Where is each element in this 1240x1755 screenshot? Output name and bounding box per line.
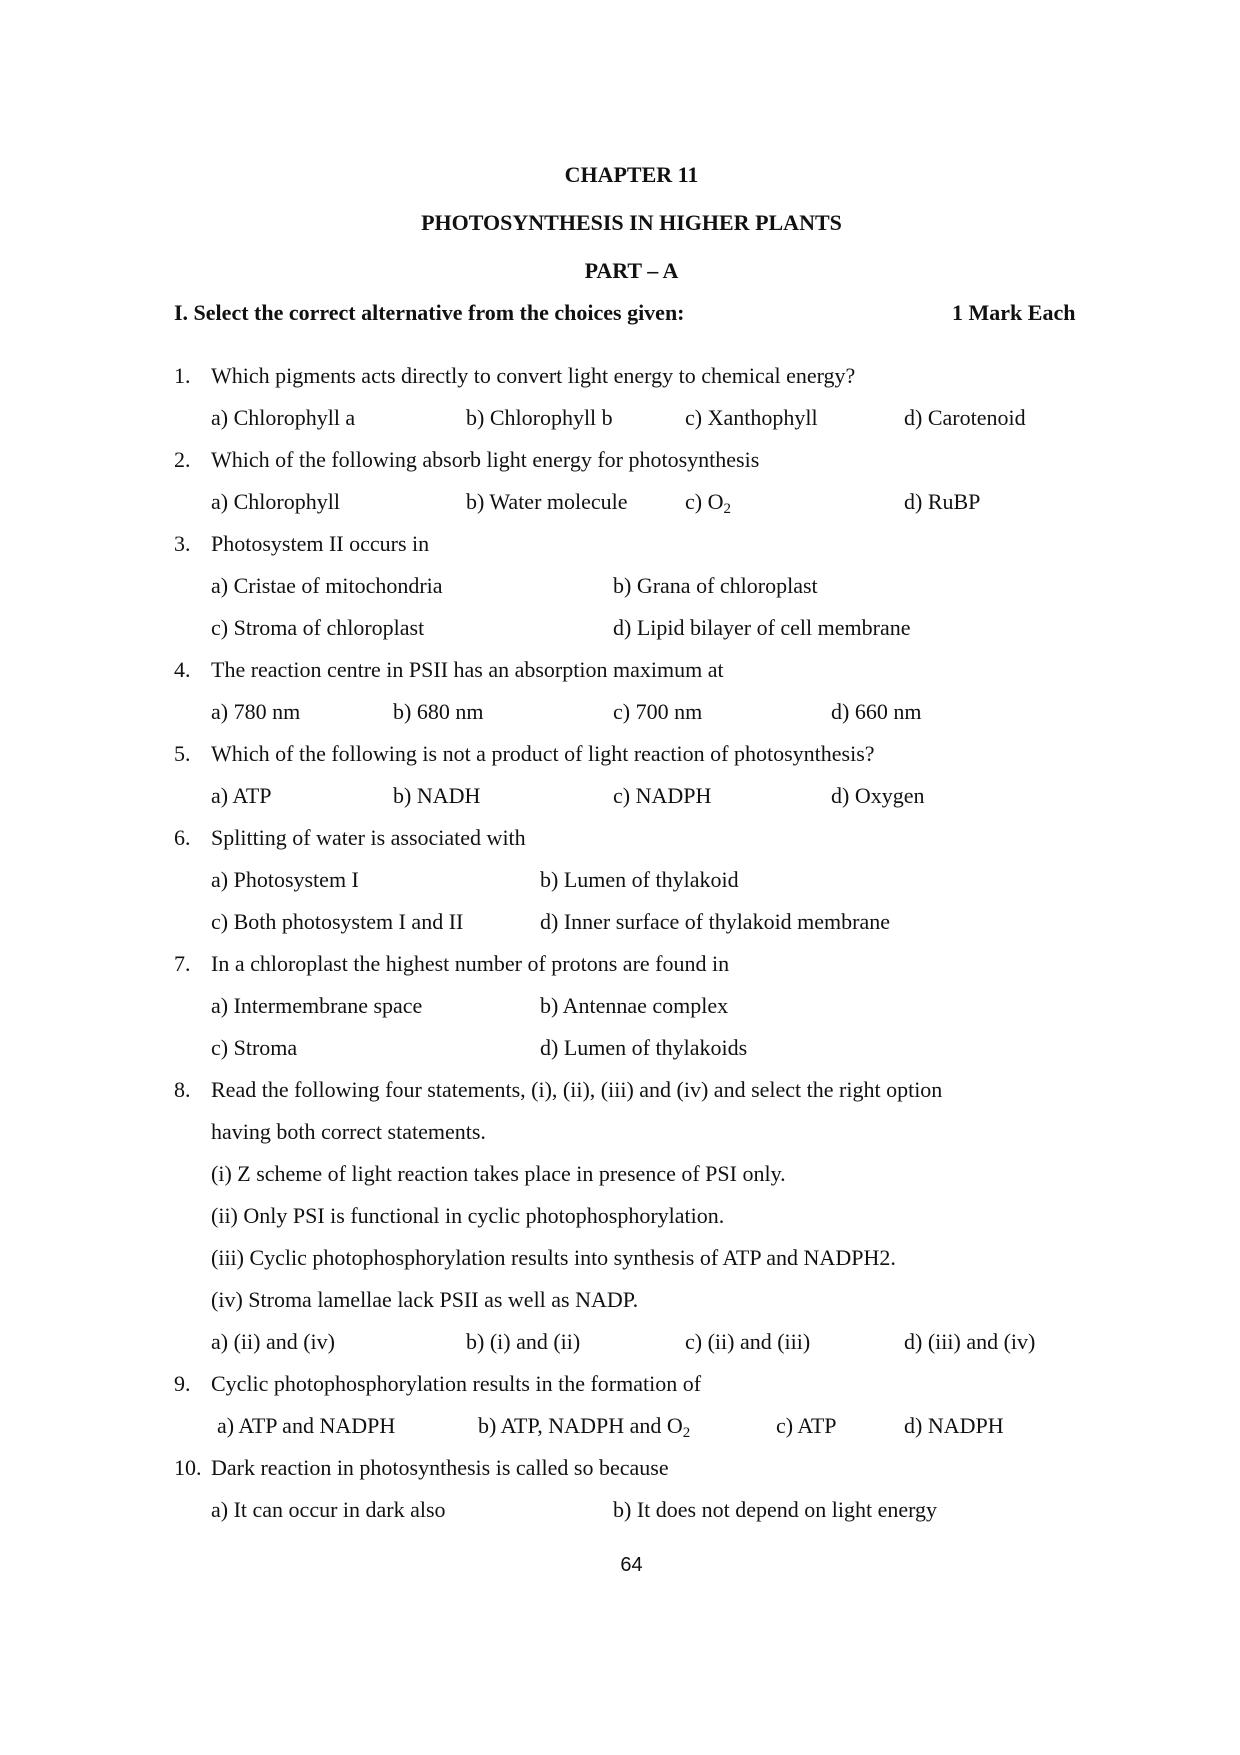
question-text: Photosystem II occurs in <box>211 531 430 556</box>
question-text: Which of the following is not a product of light reaction of photosynthesis? <box>211 741 875 766</box>
question-text: In a chloroplast the highest number of protons are found in <box>211 951 730 976</box>
question-text: Cyclic photophosphorylation results in the formation of <box>211 1371 702 1396</box>
question-number: 6. <box>174 825 191 850</box>
subscript: 2 <box>723 501 731 517</box>
option-b: b) Antennae complex <box>540 993 729 1018</box>
page-number: 64 <box>620 1554 643 1576</box>
option-c: c) 700 nm <box>613 699 703 724</box>
option-b: b) (i) and (ii) <box>466 1329 581 1354</box>
option-d: d) Lumen of thylakoids <box>540 1035 748 1060</box>
question-number: 3. <box>174 531 191 556</box>
option-c: c) Stroma <box>211 1035 298 1060</box>
option-d: d) 660 nm <box>831 699 922 724</box>
option-c: c) $O_2$ <box>685 489 731 517</box>
question-number: 10. <box>174 1455 202 1480</box>
option-d: d) Oxygen <box>831 783 925 808</box>
question-number: 8. <box>174 1077 191 1102</box>
subscript: 2 <box>682 1425 691 1441</box>
question-number: 4. <box>174 657 191 682</box>
section-marks: 1 Mark Each <box>952 300 1076 325</box>
option-c: c) Xanthophyll <box>685 405 818 430</box>
option-b: b) It does not depend on light energy <box>613 1497 938 1522</box>
option-d: d) (iii) and (iv) <box>904 1329 1036 1354</box>
question-text: Dark reaction in photosynthesis is called so because <box>211 1455 669 1480</box>
option-a: a) Cristae of mitochondria <box>211 573 443 598</box>
question-text: Which pigments acts directly to convert light energy to chemical energy? <box>211 363 856 388</box>
statement-i: (i) Z scheme of light reaction takes place in presence of PSI only. <box>211 1161 786 1186</box>
question-text: Which of the following absorb light energy for photosynthesis <box>211 447 760 472</box>
option-d: d) Lipid bilayer of cell membrane <box>613 615 911 640</box>
option-a: a) Chlorophyll <box>211 489 340 514</box>
option-a: a) (ii) and (iv) <box>211 1329 335 1354</box>
question-text: The reaction centre in PSII has an absorption maximum at <box>211 657 724 682</box>
question-number: 9. <box>174 1371 191 1396</box>
option-c: c) NADPH <box>613 783 712 808</box>
option-a: a) Chlorophyll a <box>211 405 356 430</box>
chapter-title: PHOTOSYNTHESIS IN HIGHER PLANTS <box>421 210 842 235</box>
part-heading: PART – A <box>584 258 679 283</box>
section-instruction: I. Select the correct alternative from the choices given: <box>174 300 685 325</box>
option-b: b) Water molecule <box>466 489 628 514</box>
option-a: a) It can occur in dark also <box>211 1497 446 1522</box>
option-d: d) NADPH <box>904 1413 1004 1438</box>
question-number: 2. <box>174 447 191 472</box>
option-b: b) NADH <box>393 783 481 808</box>
option-d: d) Carotenoid <box>904 405 1026 430</box>
statement-ii: (ii) Only PSI is functional in cyclic photophosphorylation. <box>211 1203 725 1228</box>
question-number: 1. <box>174 363 191 388</box>
option-a: a) ATP <box>211 783 272 808</box>
statement-iv: (iv) Stroma lamellae lack PSII as well as NADP. <box>211 1287 639 1312</box>
chapter-heading: CHAPTER 11 <box>564 162 699 187</box>
option-d: d) Inner surface of thylakoid membrane <box>540 909 891 934</box>
option-b: b) Chlorophyll b <box>466 405 613 430</box>
option-b: b) ATP, NADPH and $O_2$ <box>478 1413 691 1441</box>
question-text: Read the following four statements, (i), (ii), (iii) and (iv) and select the right option <box>211 1077 943 1102</box>
option-c: c) (ii) and (iii) <box>685 1329 811 1354</box>
option-a: a) Photosystem I <box>211 867 359 892</box>
option-c: c) ATP <box>776 1413 837 1438</box>
statement-iii: (iii) Cyclic photophosphorylation results into synthesis of ATP and NADPH2. <box>211 1245 896 1270</box>
option-d: d) RuBP <box>904 489 981 514</box>
question-text: Splitting of water is associated with <box>211 825 526 850</box>
option-c: c) Stroma of chloroplast <box>211 615 425 640</box>
question-text-continued: having both correct statements. <box>211 1119 486 1144</box>
option-a: a) 780 nm <box>211 699 301 724</box>
option-b: b) Lumen of thylakoid <box>540 867 739 892</box>
option-a: a) ATP and NADPH <box>217 1413 396 1438</box>
option-b: b) 680 nm <box>393 699 484 724</box>
question-number: 5. <box>174 741 191 766</box>
option-c: c) Both photosystem I and II <box>211 909 464 934</box>
option-a: a) Intermembrane space <box>211 993 423 1018</box>
question-number: 7. <box>174 951 191 976</box>
option-b: b) Grana of chloroplast <box>613 573 818 598</box>
